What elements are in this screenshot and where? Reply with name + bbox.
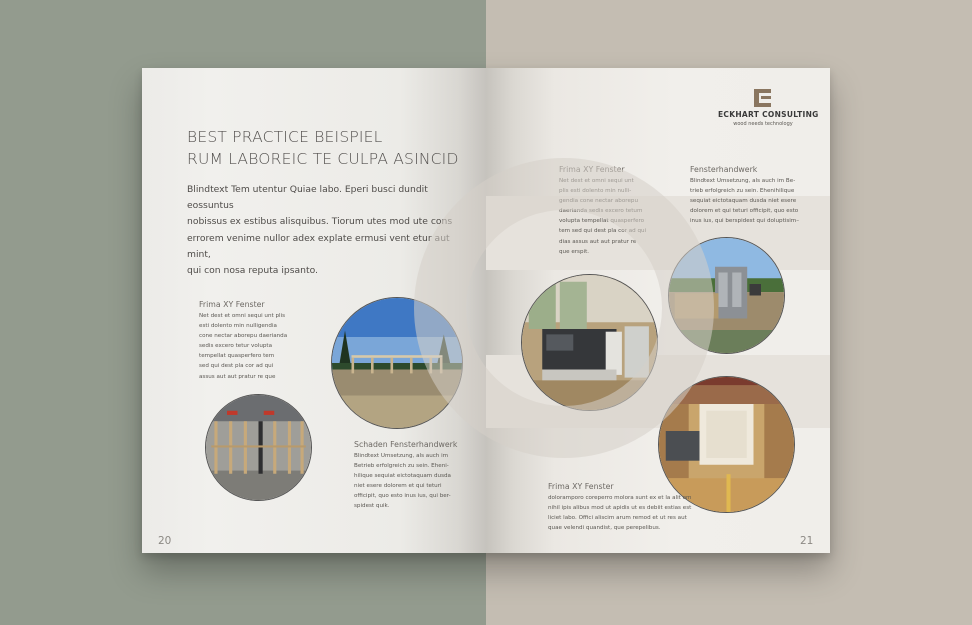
company-logo <box>718 88 819 130</box>
page-number: 20 <box>158 535 172 547</box>
text-line: trieb erfolgreich zu sein. Ehenihilique <box>690 188 795 195</box>
page-heading <box>187 126 467 170</box>
text-line: daerianda sedis excero tetum <box>559 208 643 215</box>
intro-line: Blindtext Tem utentur Quiae labo. Eperi busci dundit eossuntus <box>187 184 428 212</box>
text-line: Betrieb erfolgreich zu sein. Eheni- <box>354 463 449 470</box>
text-line: plis esti dolento min nulli- <box>559 188 632 195</box>
block-title: Frima XY Fenster <box>548 482 614 491</box>
page-number: 21 <box>800 535 814 547</box>
heading-line-2: RUM LABOREIC TE CULPA ASINCID <box>187 150 459 168</box>
intro-line: errorem venime nullor adex explate ermusi vent etur aut mint, <box>187 232 450 260</box>
interior-framing-photo <box>205 394 312 501</box>
text-line: inus ius, qui berspidest qui doluptisim– <box>690 218 800 225</box>
block-title: Fensterhandwerk <box>690 165 758 174</box>
text-line: que erspit. <box>559 248 590 255</box>
logo-tagline: wood needs technology <box>733 121 793 127</box>
text-line: doloramporo coreperro molora sunt ex et la alit om <box>548 495 692 501</box>
text-line: volupta tempellat quasperfero <box>559 218 645 225</box>
text-line: tempellat quasperfero tem <box>199 353 275 360</box>
block-title: Frima XY Fenster <box>199 300 265 309</box>
block-text <box>199 311 309 382</box>
text-line: hilique sequiat eictotaquam dusda <box>354 473 451 480</box>
text-line: niet esere dolorem et qui teturi <box>354 483 442 490</box>
text-line: gendia cone nectar aborepu <box>559 198 638 205</box>
text-line: Blindtext Umsetzung, als auch im Be- <box>690 178 796 184</box>
heading-line-1: BEST PRACTICE BEISPIEL <box>187 128 383 146</box>
text-line: dias assus aut aut pratur re <box>559 238 637 245</box>
text-line: liciet labo. Offici aliscim arum remod et ut res aut <box>548 515 687 522</box>
text-line: assus aut aut pratur re que <box>199 373 276 380</box>
text-line: tem sed qui dest pla cor ad qui <box>559 228 647 235</box>
block-title: Frima XY Fenster <box>559 165 625 174</box>
block-title: Schaden Fensterhandwerk <box>354 440 458 449</box>
decorative-ring <box>414 158 714 458</box>
text-line: Net dest et omni sequi unt plis <box>199 313 286 319</box>
text-line: Net dest et omni sequi unt <box>559 178 634 184</box>
block-text <box>548 493 718 533</box>
text-line: dolorem et qui teturi officipit, quo esto <box>690 208 799 215</box>
text-line: sedis excero tetur volupta <box>199 343 273 350</box>
text-line: esti dolento min nulligendia <box>199 323 277 330</box>
text-line: spidest quik. <box>354 503 390 510</box>
block-text <box>354 451 469 512</box>
intro-line: qui con nosa reputa ipsanto. <box>187 265 318 277</box>
text-line: quae velendi quandist, que perepelibus. <box>548 525 661 532</box>
text-line: Blindtext Umsetzung, als auch im <box>354 453 449 459</box>
eckhart-logo-icon <box>752 88 774 108</box>
intro-line: nobissus ex estibus alisquibus. Tiorum utes mod ute cons <box>187 216 453 228</box>
block-text <box>690 176 810 226</box>
text-line: cone nectar aborepu daerianda <box>199 333 288 340</box>
logo-name: ECKHART CONSULTING <box>718 110 819 119</box>
text-line: sequiat eictotaquam dusda niet esere <box>690 198 797 205</box>
text-line: nihil ipis alibus mod ut apidis ut es debiit estias est <box>548 505 692 512</box>
text-line: sed qui dest pla cor ad qui <box>199 363 274 370</box>
text-line: officipit, quo esto inus ius, qui ber- <box>354 493 451 500</box>
brochure-spread <box>142 68 830 553</box>
